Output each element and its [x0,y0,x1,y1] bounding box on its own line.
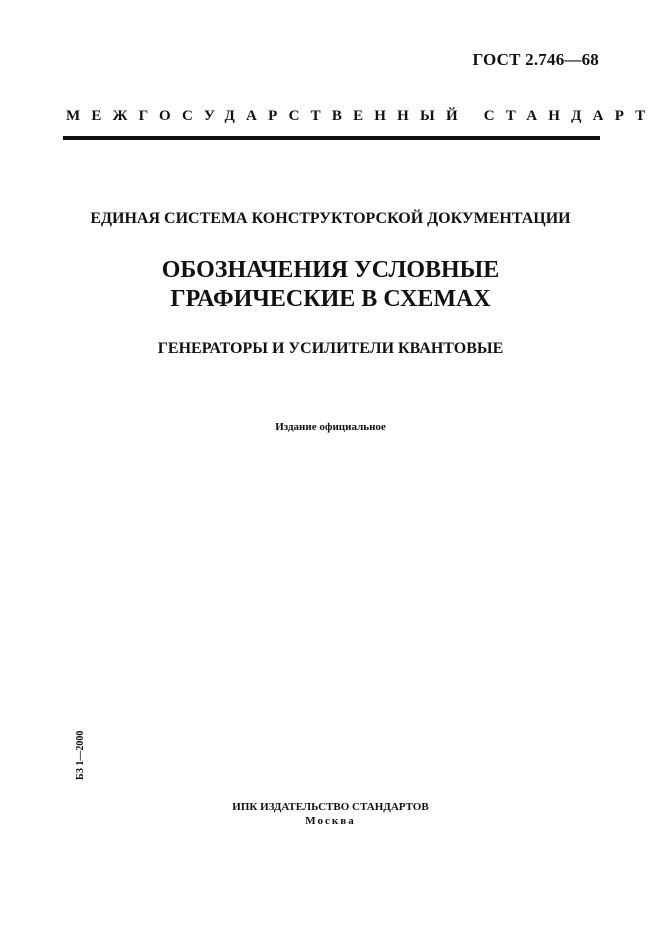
main-title [0,256,661,314]
publisher-city: Москва [305,815,356,827]
publisher-block [0,800,661,828]
side-mark: БЗ 1—2000 [75,730,86,780]
main-title-line-2: ГРАФИЧЕСКИЕ В СХЕМАХ [170,286,491,312]
publisher-name: ИПК ИЗДАТЕЛЬСТВО СТАНДАРТОВ [232,801,429,813]
header-divider [63,136,600,140]
main-title-line-1: ОБОЗНАЧЕНИЯ УСЛОВНЫЕ [161,257,500,283]
standard-type-heading: МЕЖГОСУДАРСТВЕННЫЙ СТАНДАРТ [66,108,657,124]
subtitle: ГЕНЕРАТОРЫ И УСИЛИТЕЛИ КВАНТОВЫЕ [157,340,504,357]
edition-note: Издание официальное [275,421,386,433]
document-number: ГОСТ 2.746—68 [472,50,599,69]
system-title: ЕДИНАЯ СИСТЕМА КОНСТРУКТОРСКОЙ ДОКУМЕНТАЦИИ [90,210,571,227]
